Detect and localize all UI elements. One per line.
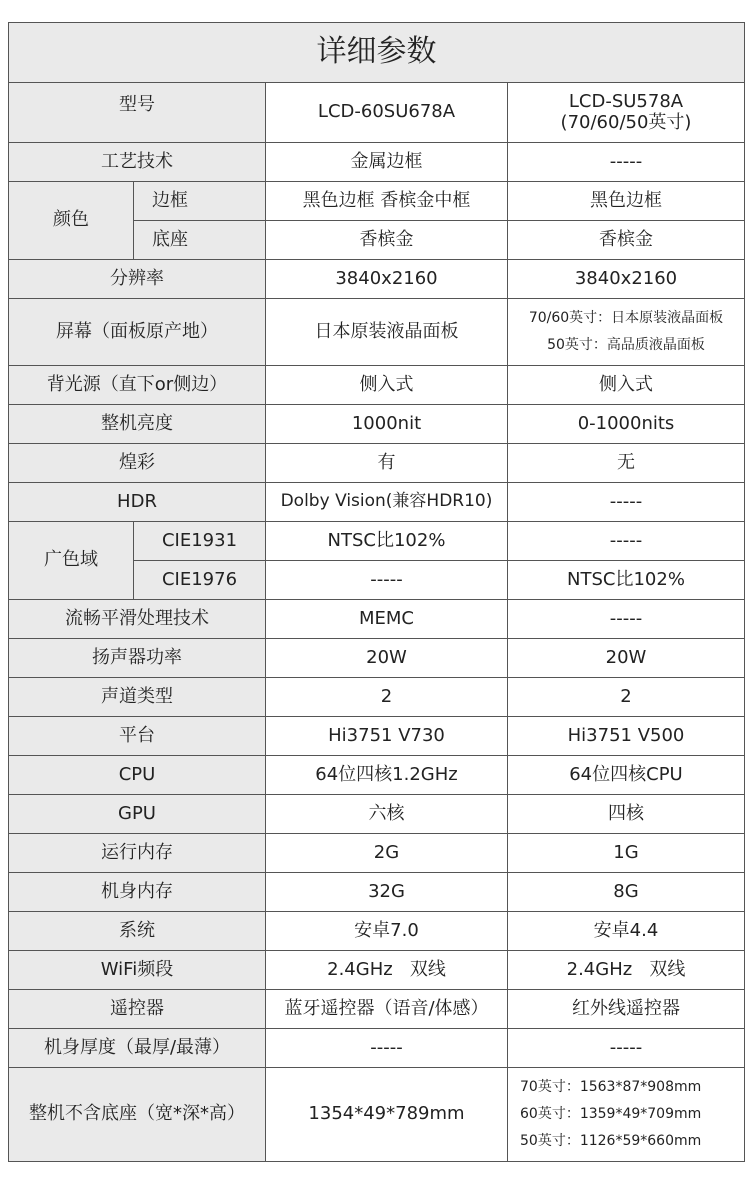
storage-b: 8G bbox=[508, 873, 745, 912]
brightness-a: 1000nit bbox=[266, 405, 508, 444]
ram-a: 2G bbox=[266, 834, 508, 873]
platform-b: Hi3751 V500 bbox=[508, 717, 745, 756]
cie1931-b: ----- bbox=[508, 522, 745, 561]
table-row-model bbox=[9, 83, 745, 143]
row-label-speaker: 扬声器功率 bbox=[9, 639, 266, 678]
wifi-a: 2.4GHz 双线 bbox=[266, 951, 508, 990]
dimensions-b-line1: 70英寸：1563*87*908mm bbox=[520, 1078, 702, 1095]
sub-label-cie1976: CIE1976 bbox=[134, 561, 266, 600]
row-label-model: 型号 bbox=[9, 83, 266, 143]
table-row-cpu bbox=[9, 756, 745, 795]
channels-a: 2 bbox=[266, 678, 508, 717]
spec-table bbox=[8, 22, 745, 1162]
row-label-channels: 声道类型 bbox=[9, 678, 266, 717]
table-row-channels bbox=[9, 678, 745, 717]
row-label-storage: 机身内存 bbox=[9, 873, 266, 912]
row-label-resolution: 分辨率 bbox=[9, 260, 266, 299]
table-row-os bbox=[9, 912, 745, 951]
row-label-gamut: 广色域 bbox=[9, 522, 134, 600]
table-row-color-frame bbox=[9, 182, 745, 221]
thickness-b: ----- bbox=[508, 1029, 745, 1068]
storage-a: 32G bbox=[266, 873, 508, 912]
row-label-huangcai: 煌彩 bbox=[9, 444, 266, 483]
huangcai-b: 无 bbox=[508, 444, 745, 483]
row-label-smooth: 流畅平滑处理技术 bbox=[9, 600, 266, 639]
speaker-b: 20W bbox=[508, 639, 745, 678]
row-label-hdr: HDR bbox=[9, 483, 266, 522]
row-label-ram: 运行内存 bbox=[9, 834, 266, 873]
backlight-b: 侧入式 bbox=[508, 366, 745, 405]
cpu-a: 64位四核1.2GHz bbox=[266, 756, 508, 795]
craft-a: 金属边框 bbox=[266, 143, 508, 182]
sub-label-base: 底座 bbox=[134, 221, 266, 260]
huangcai-a: 有 bbox=[266, 444, 508, 483]
table-row-resolution bbox=[9, 260, 745, 299]
dimensions-b bbox=[508, 1068, 745, 1162]
row-label-dimensions: 整机不含底座（宽*深*高） bbox=[9, 1068, 266, 1162]
table-row-speaker bbox=[9, 639, 745, 678]
craft-b: ----- bbox=[508, 143, 745, 182]
cie1976-b: NTSC比102% bbox=[508, 561, 745, 600]
smooth-a: MEMC bbox=[266, 600, 508, 639]
row-label-gpu: GPU bbox=[9, 795, 266, 834]
platform-a: Hi3751 V730 bbox=[266, 717, 508, 756]
table-row-backlight bbox=[9, 366, 745, 405]
row-label-remote: 遥控器 bbox=[9, 990, 266, 1029]
table-row-huangcai bbox=[9, 444, 745, 483]
frame-a: 黑色边框 香槟金中框 bbox=[266, 182, 508, 221]
table-row-platform bbox=[9, 717, 745, 756]
backlight-a: 侧入式 bbox=[266, 366, 508, 405]
row-label-wifi: WiFi频段 bbox=[9, 951, 266, 990]
screen-b bbox=[508, 299, 745, 366]
gpu-b: 四核 bbox=[508, 795, 745, 834]
resolution-b: 3840x2160 bbox=[508, 260, 745, 299]
dimensions-b-line3: 50英寸：1126*59*660mm bbox=[520, 1133, 702, 1150]
base-a: 香槟金 bbox=[266, 221, 508, 260]
wifi-b: 2.4GHz 双线 bbox=[508, 951, 745, 990]
table-row-storage bbox=[9, 873, 745, 912]
page-title: 详细参数 bbox=[9, 23, 745, 83]
model-a: LCD-60SU678A bbox=[266, 83, 508, 143]
model-b bbox=[508, 83, 745, 143]
table-row-smooth bbox=[9, 600, 745, 639]
row-label-screen: 屏幕（面板原产地） bbox=[9, 299, 266, 366]
table-row-thickness bbox=[9, 1029, 745, 1068]
os-b: 安卓4.4 bbox=[508, 912, 745, 951]
table-row-craft bbox=[9, 143, 745, 182]
row-label-backlight: 背光源（直下or侧边） bbox=[9, 366, 266, 405]
table-row-brightness bbox=[9, 405, 745, 444]
ram-b: 1G bbox=[508, 834, 745, 873]
thickness-a: ----- bbox=[266, 1029, 508, 1068]
resolution-a: 3840x2160 bbox=[266, 260, 508, 299]
table-row-remote bbox=[9, 990, 745, 1029]
hdr-b: ----- bbox=[508, 483, 745, 522]
table-row-hdr bbox=[9, 483, 745, 522]
hdr-a: Dolby Vision(兼容HDR10) bbox=[266, 483, 508, 522]
row-label-brightness: 整机亮度 bbox=[9, 405, 266, 444]
row-label-craft: 工艺技术 bbox=[9, 143, 266, 182]
sub-label-cie1931: CIE1931 bbox=[134, 522, 266, 561]
screen-a: 日本原装液晶面板 bbox=[266, 299, 508, 366]
cie1931-a: NTSC比102% bbox=[266, 522, 508, 561]
model-b-line2: (70/60/50英寸) bbox=[560, 111, 692, 133]
channels-b: 2 bbox=[508, 678, 745, 717]
smooth-b: ----- bbox=[508, 600, 745, 639]
cie1976-a: ----- bbox=[266, 561, 508, 600]
row-label-cpu: CPU bbox=[9, 756, 266, 795]
sub-label-frame: 边框 bbox=[134, 182, 266, 221]
dimensions-b-line2: 60英寸：1359*49*709mm bbox=[520, 1105, 702, 1122]
model-b-line1: LCD-SU578A bbox=[568, 90, 684, 112]
dimensions-a: 1354*49*789mm bbox=[266, 1068, 508, 1162]
os-a: 安卓7.0 bbox=[266, 912, 508, 951]
screen-b-line1: 70/60英寸：日本原装液晶面板 bbox=[528, 310, 724, 327]
row-label-color: 颜色 bbox=[9, 182, 134, 260]
table-row-gamut-1931 bbox=[9, 522, 745, 561]
table-row-wifi bbox=[9, 951, 745, 990]
table-row-screen bbox=[9, 299, 745, 366]
gpu-a: 六核 bbox=[266, 795, 508, 834]
cpu-b: 64位四核CPU bbox=[508, 756, 745, 795]
speaker-a: 20W bbox=[266, 639, 508, 678]
table-row-dimensions bbox=[9, 1068, 745, 1162]
remote-a: 蓝牙遥控器（语音/体感） bbox=[266, 990, 508, 1029]
row-label-os: 系统 bbox=[9, 912, 266, 951]
remote-b: 红外线遥控器 bbox=[508, 990, 745, 1029]
brightness-b: 0-1000nits bbox=[508, 405, 745, 444]
title-row bbox=[9, 23, 745, 83]
row-label-thickness: 机身厚度（最厚/最薄） bbox=[9, 1029, 266, 1068]
row-label-platform: 平台 bbox=[9, 717, 266, 756]
frame-b: 黑色边框 bbox=[508, 182, 745, 221]
table-row-ram bbox=[9, 834, 745, 873]
base-b: 香槟金 bbox=[508, 221, 745, 260]
table-row-gpu bbox=[9, 795, 745, 834]
screen-b-line2: 50英寸：高品质液晶面板 bbox=[547, 337, 705, 353]
